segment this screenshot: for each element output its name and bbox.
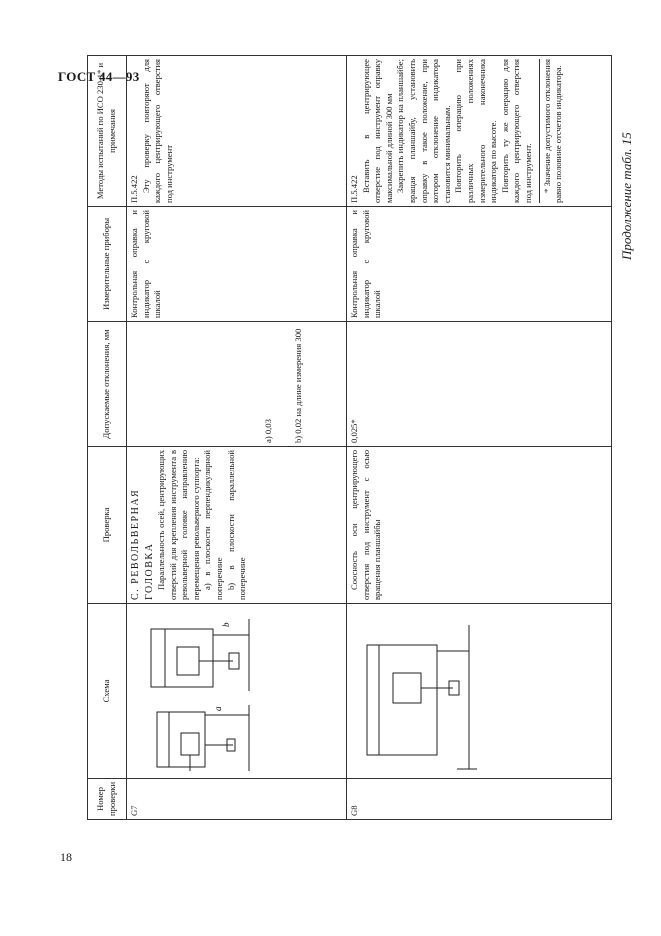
schema-label-b: b [221, 622, 231, 627]
table-row [127, 56, 347, 820]
tolerance-cell: 0,025* [347, 322, 612, 447]
col-header-tolerance: Допускаемые отклонения, мм [88, 322, 127, 447]
instruments-cell: Контрольная оправка и индикатор с круговой шкалой [127, 207, 347, 322]
col-header-schema: Схема [88, 604, 127, 779]
row-number: G7 [127, 779, 347, 820]
method-paragraph-4: Повторить ту же операцию для каждого центрирующего отверстия под инструмент. [499, 59, 533, 203]
method-paragraph-2: Закрепить индикатор на планшайбе; вращая планшайбу, установить оправку в такое положение, при котором отклонение индикатора становится минимальным. [395, 59, 452, 203]
page-number: 18 [60, 850, 72, 864]
section-title: С. РЕВОЛЬВЕРНАЯ ГОЛОВКА [130, 488, 155, 600]
table-row [347, 56, 612, 820]
method-reference: П.5.422 [129, 175, 139, 203]
check-description: Соосность оси центрирующего отверстия под инструмент с осью вращения планшайбы [347, 447, 612, 604]
check-item-a: а) в плоскости перпендикулярной поперечине [202, 450, 224, 600]
check-description: Параллельность осей, центрирующих отверстий для крепления инструмента в револьверной головке направлению перемещения револьверного суппорта: [156, 450, 201, 600]
schema-cell [347, 604, 612, 779]
col-header-check: Проверка [88, 447, 127, 604]
schema-diagram-g7 [129, 615, 259, 775]
inspection-table [87, 55, 612, 820]
col-header-instruments: Измерительные приборы [88, 207, 127, 322]
method-reference: П.5.422 [349, 175, 359, 203]
document-code: ГОСТ 44—93 [58, 69, 140, 84]
method-text: Эту проверку повторяют для каждого центрирующего отверстия под инструмент [140, 59, 174, 203]
check-item-b: b) в плоскости параллельной поперечине [225, 450, 248, 600]
tolerance-a: а) 0,03 [263, 419, 273, 443]
schema-diagram-g8 [349, 615, 479, 775]
tolerance-b: b) 0,02 на длине измерения 300 [292, 328, 303, 443]
instruments-cell: Контрольная оправка и индикатор с круговой шкалой [347, 207, 612, 322]
method-paragraph-3: Повторить операцию при различных положениях измерительного наконечника индикатора по высоте. [453, 59, 499, 203]
check-cell [127, 447, 347, 604]
col-header-methods: Методы испытаний по ИСО 230-1* и примечания [88, 56, 127, 207]
tolerance-cell [127, 322, 347, 447]
method-footnote: * Значение допустимого отклонения равно половине отсчетов индикатора. [539, 59, 565, 203]
table-header-row [88, 56, 127, 820]
methods-cell [347, 56, 612, 207]
col-header-number: Номер проверки [88, 779, 127, 820]
schema-label-a: a [213, 706, 223, 711]
schema-cell [127, 604, 347, 779]
methods-cell [127, 56, 347, 207]
row-number: G8 [347, 779, 612, 820]
table-continuation-label: Продолжение табл. 15 [619, 132, 634, 260]
method-paragraph-1: Вставить в центрирующее отверстие под инструмент оправку максимальной длиной 300 мм [360, 59, 394, 203]
